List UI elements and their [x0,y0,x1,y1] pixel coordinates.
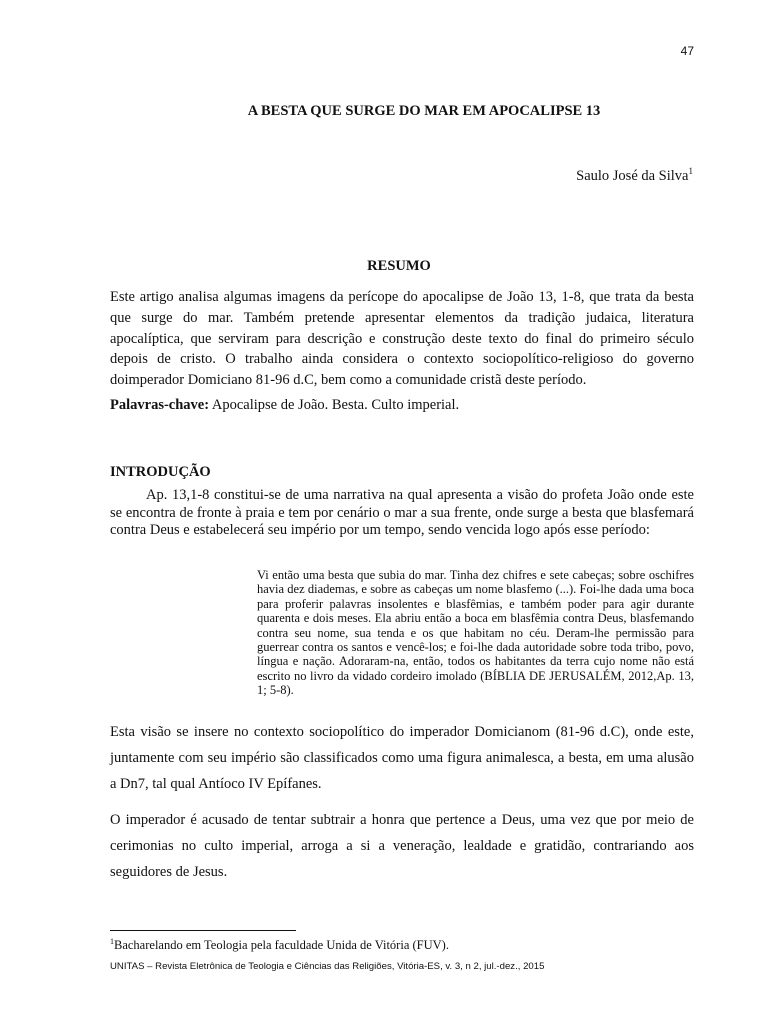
author-name: Saulo José da Silva [576,168,689,184]
block-quote: Vi então uma besta que subia do mar. Tinha dez chifres e sete cabeças; sobre oschifres havia dez diademas, e sobre as cabeças um nome blasfemo (...). Foi-lhe dada uma boca para proferir palavras insolentes e blasfêmias, e também poder para agir durante quarenta e dois meses. Ela abriu então a boca em blasfêmia contra Deus, blasfemando contra seu nome, sua tenda e os que habitam no céu. Deram-lhe permissão para guerrear contra os santos e vencê-los; e foi-lhe dada autoridade sobre toda tribo, povo, língua e nação. Adoraram-na, então, todos os habitantes da terra cujo nome não está escrito no livro da vidado cordeiro imolado (BÍBLIA DE JERUSALÉM, 2012,Ap. 13, 1; 5-8). [257,568,694,698]
author-footnote-marker: 1 [688,166,693,177]
abstract-text: Este artigo analisa algumas imagens da perícope do apocalipse de João 13, 1-8, que trata da besta que surge do mar. Também pretende apresentar elementos da tradição judaica, literatura apocalíptica, que serviram para descrição e construção deste texto do final do primeiro século depois de cristo. O trabalho ainda considera o contexto sociopolítico-religioso do governo doimperador Domiciano 81-96 d.C, bem como a comunidade cristã deste período. [110,289,694,389]
journal-footer: UNITAS – Revista Eletrônica de Teologia e Ciências das Religiões, Vitória-ES, v. 3, n 2, jul.-dez., 2015 [110,961,545,972]
introducao-heading: INTRODUÇÃO [110,464,211,480]
footnote-text: Bacharelando em Teologia pela faculdade Unida de Vitória (FUV). [114,938,449,952]
article-title: A BESTA QUE SURGE DO MAR EM APOCALIPSE 13 [247,103,601,119]
resumo-heading: RESUMO [367,258,431,274]
author-line [576,168,693,185]
keywords-label: Palavras-chave: [110,397,210,413]
footnote-marker: 1 [110,936,114,946]
intro-paragraph: Ap. 13,1-8 constitui-se de uma narrativa na qual apresenta a visão do profeta João onde este se encontra de fronte à praia e tem por cenário o mar a sua frente, onde surge a besta que blasfemará contra Deus e estabelecerá seu império por um tempo, sendo vencida logo após esse período: [110,487,694,538]
page-number: 47 [680,44,694,58]
keywords-line [110,397,694,414]
body-paragraph-emperor: O imperador é acusado de tentar subtrair a honra que pertence a Deus, uma vez que por meio de cerimonias no culto imperial, arroga a si a veneração, lealdade e gratidão, contrariando aos seguidores de Jesus. [110,812,694,880]
footnote [110,938,449,953]
footnote-divider [110,930,296,931]
body-paragraph-context: Esta visão se insere no contexto sociopolítico do imperador Domicianom (81-96 d.C), onde este, juntamente com seu império são classificados como uma figura animalesca, a besta, em uma alusão a Dn7, tal qual Antíoco IV Epífanes. [110,724,694,792]
keywords-list: Apocalipse de João. Besta. Culto imperial. [211,397,460,413]
